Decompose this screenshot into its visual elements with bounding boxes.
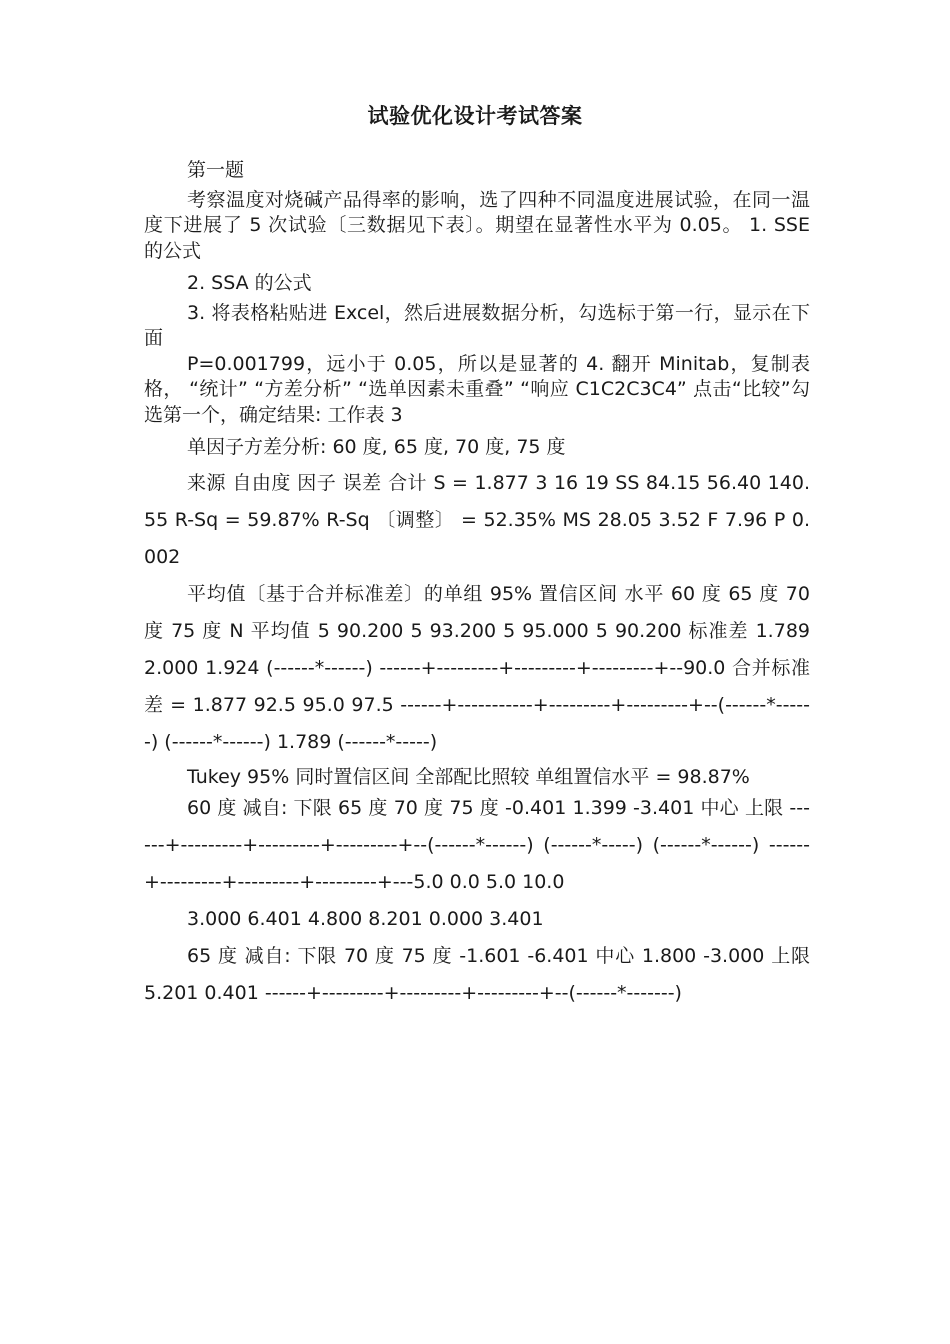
paragraph-tukey-65: 65 度 减自: 下限 70 度 75 度 -1.601 -6.401 中心 1.800 -3.000 上限 5.201 0.401 ------+---------+---------+---------+--(------*-------) [144, 945, 810, 1004]
paragraph-tukey-60: 60 度 减自: 下限 65 度 70 度 75 度 -0.401 1.399 -3.401 中心 上限 ------+---------+---------+---------+--(------*------) (------*-----) (------*------) ------+---------+---------+---------+---5.0 0.0 5.0 10.0 [144, 797, 810, 893]
paragraph-confidence-intervals: 平均值〔基于合并标准差〕的单组 95% 置信区间 水平 60 度 65 度 70 度 75 度 N 平均值 5 90.200 5 93.200 5 95.000 5 90.200 标准差 1.789 2.000 1.924 (------*------) ------+---------+---------+---------+--90.0 合并标准差 = 1.877 92.5 95.0 97.5 ------+-----------+---------+---------+--(------*------) (------*------) 1.789 (------*-----) [144, 582, 810, 753]
paragraph-minitab-steps: P=0.001799，远小于 0.05，所以是显著的 4. 翻开 Minitab，复制表格， “统计” “方差分析” “选单因素未重叠” “响应 C1C2C3C4” 点击“比较”勾选第一个，确定结果: 工作表 3 [144, 352, 810, 426]
paragraph-ssa-formula: 2. SSA 的公式 [187, 272, 312, 294]
paragraph-anova-title: 单因子方差分析: 60 度, 65 度, 70 度, 75 度 [187, 436, 566, 458]
paragraph-tukey-title: Tukey 95% 同时置信区间 全部配比照较 单组置信水平 = 98.87% [187, 765, 750, 788]
paragraph-question-heading: 第一题 [187, 159, 245, 181]
paragraph-anova-table: 来源 自由度 因子 误差 合计 S = 1.877 3 16 19 SS 84.15 56.40 140.55 R-Sq = 59.87% R-Sq 〔调整〕 = 52.35% MS 28.05 3.52 F 7.96 P 0.002 [144, 471, 810, 568]
document-body [144, 158, 810, 1012]
paragraph-tukey-values: 3.000 6.401 4.800 8.201 0.000 3.401 [187, 908, 544, 930]
paragraph-excel-steps: 3. 将表格粘贴进 Excel，然后进展数据分析，勾选标于第一行，显示在下面 [144, 301, 810, 349]
document-title: 试验优化设计考试答案 [367, 104, 583, 128]
paragraph-problem-statement: 考察温度对烧碱产品得率的影响，选了四种不同温度进展试验，在同一温度下进展了 5 次试验〔三数据见下表〕。期望在显著性水平为 0.05。 1. SSE 的公式 [144, 188, 810, 262]
